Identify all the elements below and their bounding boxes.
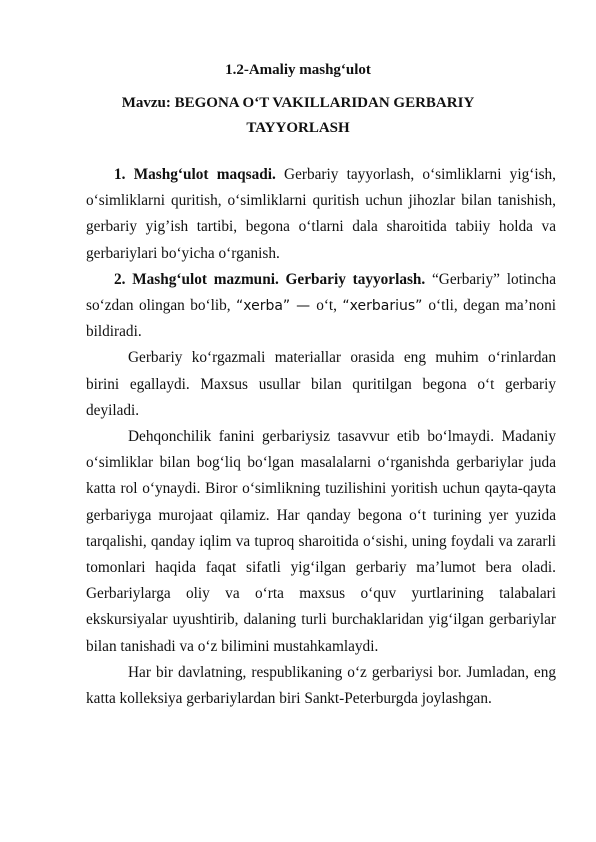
page-title: 1.2-Amaliy mashg‘ulot	[225, 62, 371, 78]
section-2-text-c: o‘tli, degan ma’noni bildiradi.	[86, 297, 556, 341]
paragraph-dehqonchilik: Dehqonchilik fanini gerbariysiz tasavvur etib bo‘lmaydi. Madaniy o‘simliklar bilan bog‘liq bo‘lgan masalalarni o‘rganishda gerbariylar juda katta rol o‘ynaydi. Biror o‘simlikning tuzilishini yoritish uchun qayta-qayta gerbariyga murojaat qilamiz. Har qanday begona o‘t turining yer yuzida tarqalishi, qanday iqlim va tuproq sharoitida o‘sishi, uning foydali va zararli tomonlari haqida faqat sifatli yig‘ilgan gerbariy ma’lumot bera oladi. Gerbariylarga oliy va o‘rta maxsus o‘quv yurtlarining talabalari ekskursiyalar uyushtirib, dalaning turli burchaklaridan yig‘ilgan gerbariylar bilan tanishadi va o‘z bilimini mustahkamlaydi.	[86, 428, 556, 655]
paragraph-gerbariy-definition: Gerbariy ko‘rgazmali materiallar orasida eng muhim o‘rinlardan birini egallaydi. Maxsus usullar bilan quritilgan begona o‘t gerbariy deyiladi.	[86, 349, 556, 419]
topic-title-line-2: TAYYORLASH	[246, 120, 350, 136]
latin-term-xerba: “xerba” —	[235, 298, 317, 315]
document-body	[86, 162, 556, 712]
latin-term-xerbarius: “xerbarius”	[342, 298, 429, 315]
section-1-text: Gerbariy tayyorlash, o‘simliklarni yig‘ish, o‘simliklarni quritish, o‘simliklarni quritish uchun jihozlar bilan tanishish, gerbariy yig’ish tartibi, begona o‘tlarni dala sharoitida tabiiy holda va gerbariylari bo‘yicha o‘rganish.	[86, 166, 556, 262]
paragraph-davlat-gerbariysi: Har bir davlatning, respublikaning o‘z gerbariysi bor. Jumladan, eng katta kolleksiya gerbariylardan biri Sankt-Peterburgda joylashgan.	[86, 663, 556, 708]
section-1-heading: 1. Mashg‘ulot maqsadi.	[114, 166, 276, 183]
section-2-text-b: o‘t,	[316, 297, 343, 315]
section-2-text-a: “Gerbariy” lotincha so‘zdan olingan bo‘lib,	[86, 270, 556, 315]
section-2-heading: 2. Mashg‘ulot mazmuni. Gerbariy tayyorlash.	[114, 270, 426, 288]
topic-title-line-1: Mavzu: BEGONA O‘T VAKILLARIDAN GERBARIY	[121, 95, 475, 111]
section-2-paragraph	[86, 267, 556, 346]
section-1-paragraph	[86, 162, 556, 267]
